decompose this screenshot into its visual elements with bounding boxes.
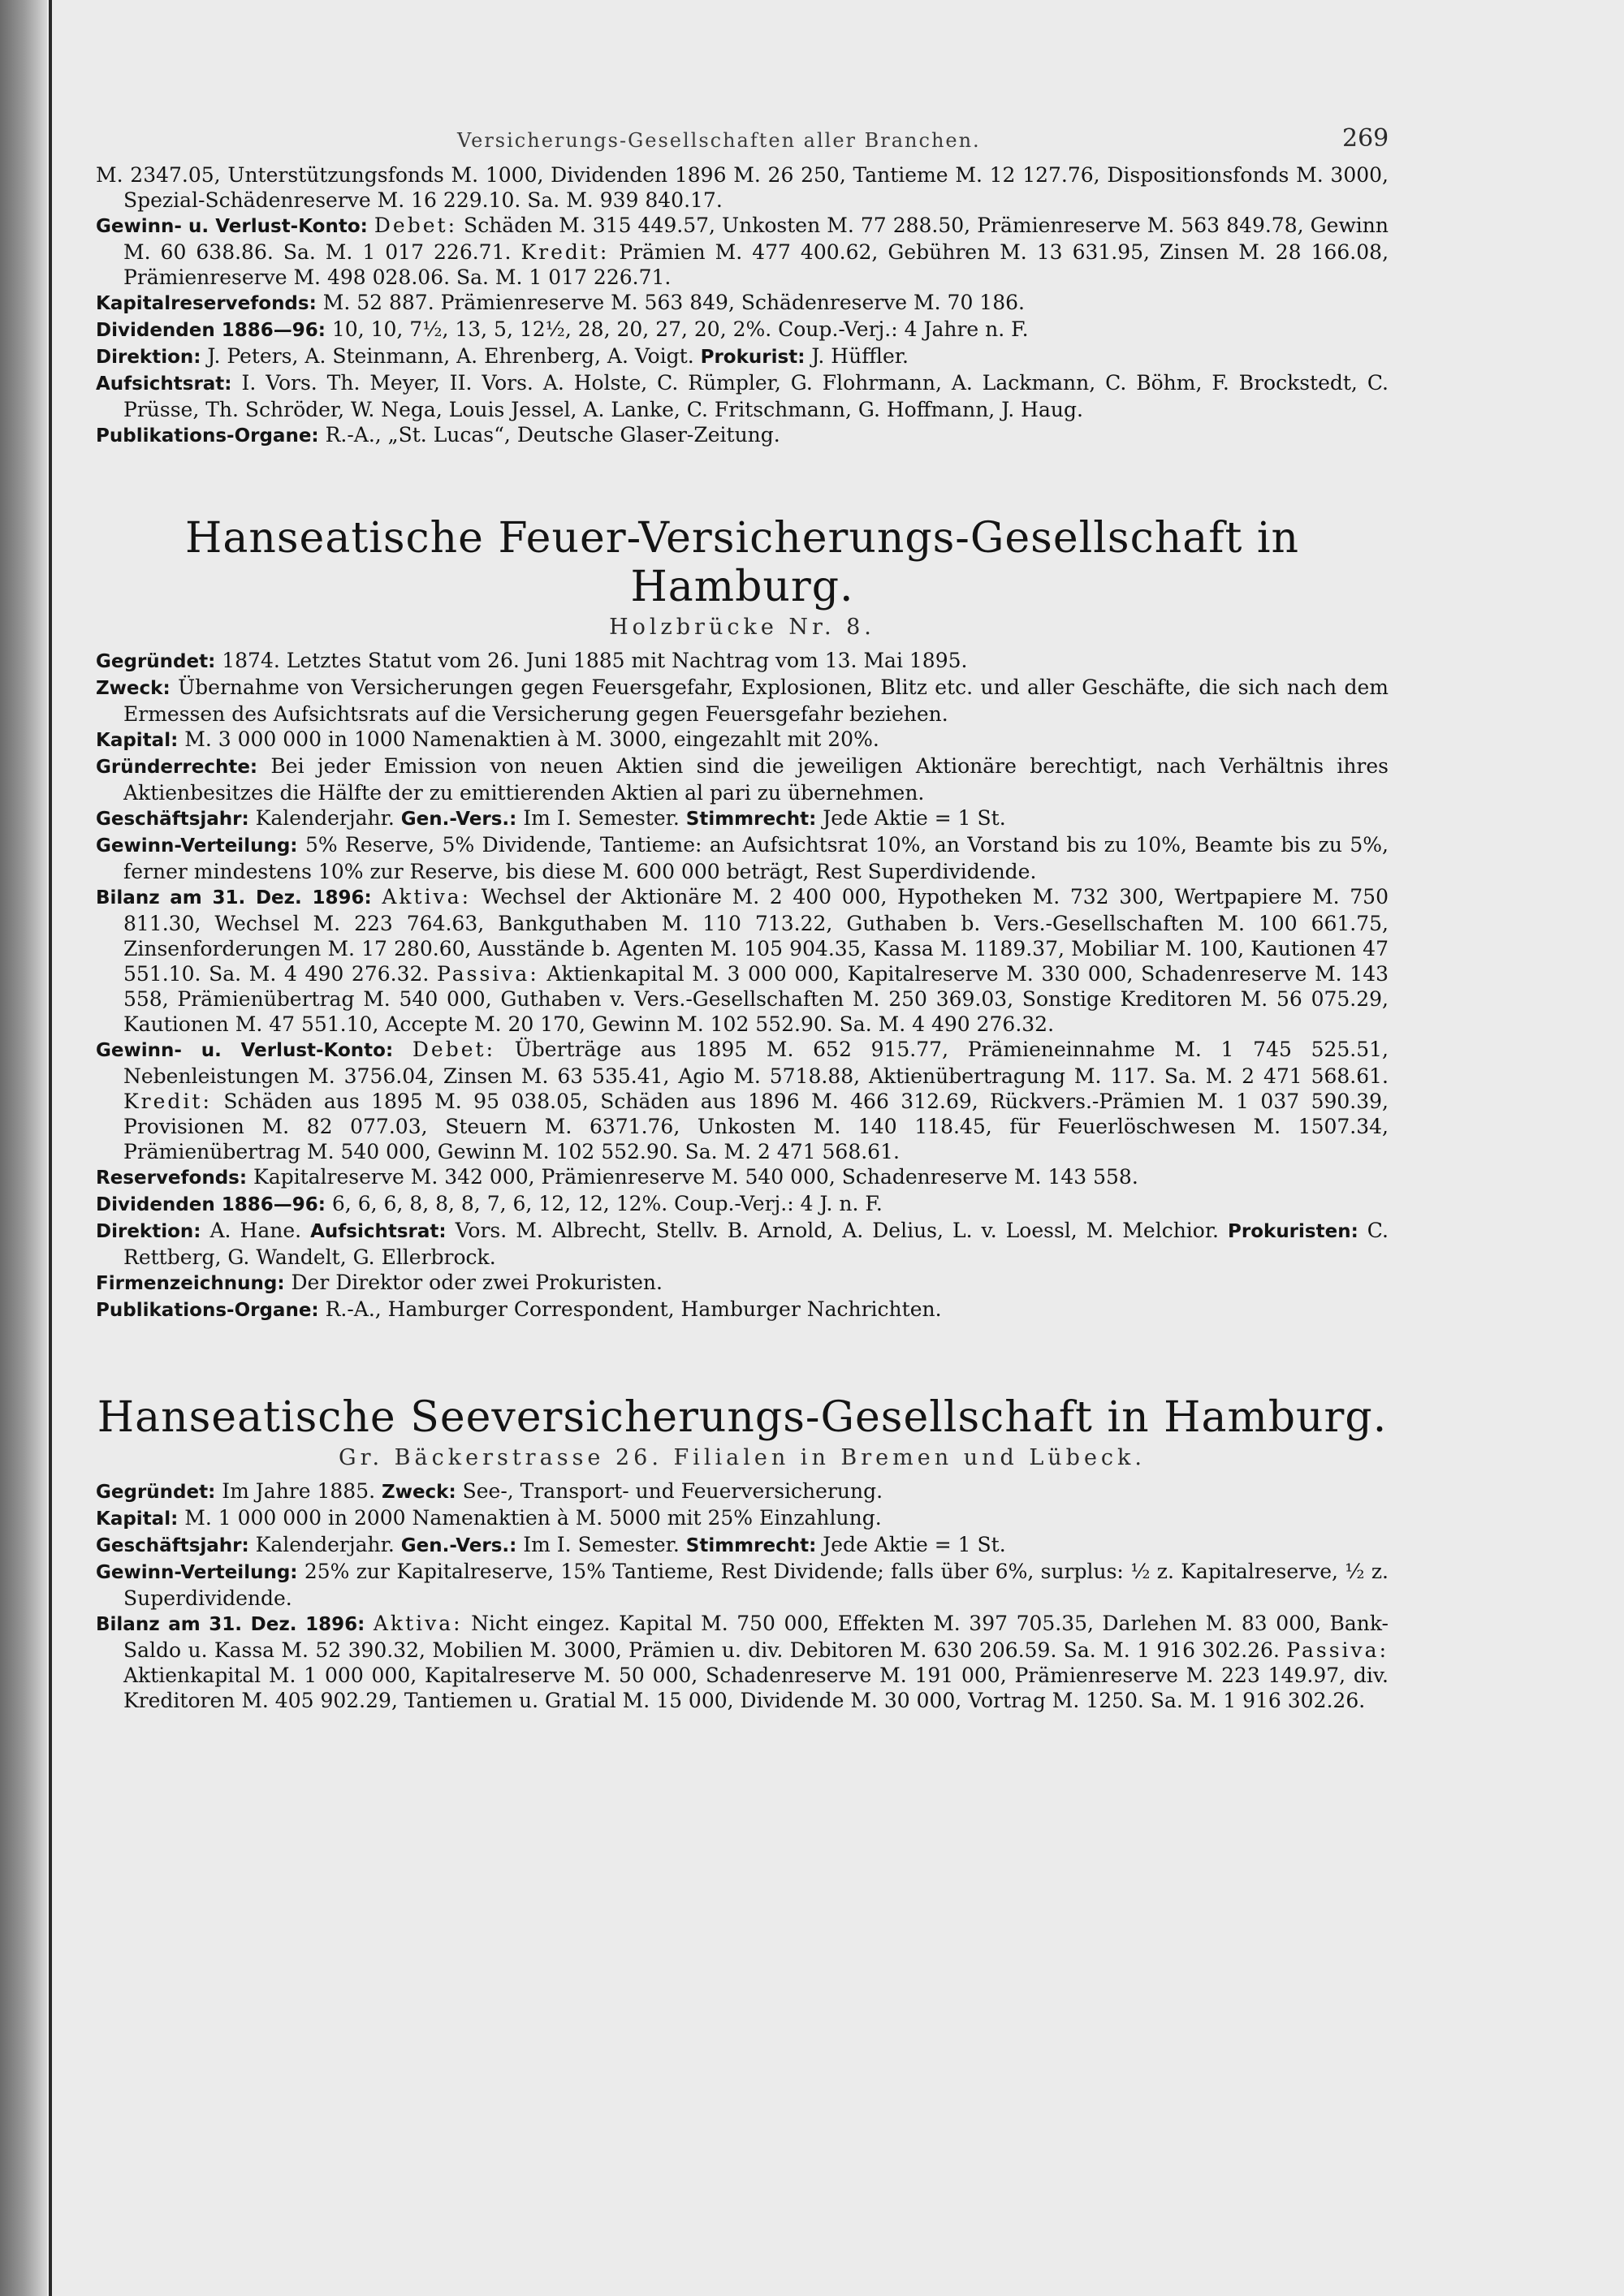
feuer-bilanz-aktiva: Aktiva:: [382, 885, 472, 908]
book-binding-edge: [0, 0, 47, 2296]
see-company-title: Hanseatische Seeversicherungs-Gesellschaft in Hamburg.: [97, 1393, 1388, 1442]
page-margin-line: [49, 0, 52, 2296]
feuer-company-title: Hanseatische Feuer-Versicherungs-Gesellschaft in Hamburg.: [185, 514, 1299, 611]
feuer-firm-text: Der Direktor oder zwei Prokuristen.: [284, 1271, 663, 1294]
feuer-gj-text: Kalenderjahr.: [248, 806, 401, 830]
feuer-zweck: [96, 675, 1389, 727]
feuer-res-label: Reservefonds:: [96, 1167, 248, 1189]
feuer-kapital-label: Kapital:: [96, 730, 179, 751]
see-gj-text: Kalenderjahr.: [248, 1533, 401, 1556]
feuer-guv-text1: Überträge aus 1895 M. 652 915.77, Prämieneinnahme M. 1 745 525.51, Nebenleistungen M. 3756.04, Zinsen M. 63 535.41, Agio M. 5718.88, Aktienübertragung M. 117. Sa. M. 2 471 568.61.: [123, 1038, 1389, 1088]
feuer-gruender-label: Gründerrechte:: [96, 757, 258, 778]
prev-prok-text: J. Hüffler.: [805, 344, 909, 368]
prev-pub-text: R.-A., „St. Lucas“, Deutsche Glaser-Zeitung.: [318, 423, 780, 447]
prev-div-text: 10, 10, 7½, 13, 5, 12½, 28, 20, 27, 20, 2%. Coup.-Verj.: 4 Jahre n. F.: [325, 317, 1029, 341]
feuer-publikations-organe: [96, 1297, 1389, 1323]
page-content: [96, 122, 1389, 1713]
prev-dir-label: Direktion:: [96, 347, 201, 368]
see-gewinn-verteilung: [96, 1559, 1389, 1611]
prev-gewinn-verlust: [96, 213, 1389, 290]
feuer-gewinn-verlust: [96, 1037, 1389, 1164]
feuer-bilanz-text2: Aktienkapital M. 3 000 000, Kapitalreserve M. 330 000, Schadenreserve M. 143 558, Prämienübertrag M. 540 000, Guthaben v. Vers.-Gesellschaften M. 250 369.03, Sonstige Kreditoren M. 56 075.29, Kautionen M. 47 551.10, Accepte M. 20 170, Gewinn M. 102 552.90. Sa. M. 4 490 276.32.: [123, 962, 1389, 1036]
feuer-address: Holzbrücke Nr. 8.: [609, 615, 875, 640]
feuer-stimm-text: Jede Aktie = 1 St.: [816, 806, 1006, 830]
feuer-zweck-label: Zweck:: [96, 678, 171, 699]
prev-gv-text1: Schäden M. 315 449.57, Unkosten M. 77 288.50, Prämienreserve M. 563 849.78, Gewinn M. 60 638.86. Sa. M. 1 017 226.71.: [123, 214, 1389, 264]
prev-kap-label: Kapitalreservefonds:: [96, 293, 317, 314]
feuer-reservefonds: [96, 1164, 1389, 1191]
feuer-dividenden: [96, 1191, 1389, 1218]
feuer-div-label: Dividenden 1886—96:: [96, 1194, 326, 1215]
section-gap: [96, 449, 1389, 514]
prev-lead-text: M. 2347.05, Unterstützungsfonds M. 1000, Dividenden 1896 M. 26 250, Tantieme M. 12 127.76, Dispositionsfonds M. 3000, Spezial-Schädenreserve M. 16 229.10. Sa. M. 939 840.17.: [96, 163, 1389, 212]
prev-kapitalreservefonds: [96, 290, 1389, 317]
prev-dir-text: J. Peters, A. Steinmann, A. Ehrenberg, A. Voigt.: [201, 344, 701, 368]
feuer-gegruendet: [96, 648, 1389, 675]
feuer-prok-text: C. Rettberg, G. Wandelt, G. Ellerbrock.: [123, 1219, 1389, 1269]
feuer-pub-text: R.-A., Hamburger Correspondent, Hamburger Nachrichten.: [318, 1297, 942, 1321]
see-gegr-text: Im Jahre 1885.: [215, 1479, 382, 1503]
feuer-gewv-text: 5% Reserve, 5% Dividende, Tantieme: an Aufsichtsrat 10%, an Vorstand bis zu 10%, Beamte bis zu 5%, ferner mindestens 10% zur Reserve, bis diese M. 600 000 beträgt, Rest Superdividende.: [123, 833, 1389, 883]
feuer-guv-kredit: Kredit:: [123, 1090, 212, 1113]
prev-kap-text: M. 52 887. Prämienreserve M. 563 849, Schädenreserve M. 70 186.: [316, 291, 1025, 314]
prev-direktion: [96, 343, 1389, 370]
feuer-auf-label: Aufsichtsrat:: [310, 1221, 447, 1242]
see-gewv-text: 25% zur Kapitalreserve, 15% Tantieme, Rest Dividende; falls über 6%, surplus: ½ z. Kapitalreserve, ½ z. Superdividende.: [123, 1560, 1389, 1610]
see-geschaeftsjahr: [96, 1532, 1389, 1559]
feuer-bilanz-text1: Wechsel der Aktionäre M. 2 400 000, Hypotheken M. 732 300, Wertpapiere M. 750 811.30, Wechsel M. 223 764.63, Bankguthaben M. 110 713.22, Guthaben b. Vers.-Gesellschaften M. 100 661.75, Zinsenforderungen M. 17 280.60, Ausstände b. Agenten M. 105 904.35, Kassa M. 1189.37, Mobiliar M. 100, Kautionen 47 551.10. Sa. M. 4 490 276.32.: [123, 885, 1389, 986]
feuer-dir-text: A. Hane.: [201, 1219, 311, 1242]
prev-gv-text2: Prämien M. 477 400.62, Gebühren M. 13 631.95, Zinsen M. 28 166.08, Prämienreserve M. 498 028.06. Sa. M. 1 017 226.71.: [123, 240, 1389, 289]
see-stimm-text: Jede Aktie = 1 St.: [816, 1533, 1006, 1556]
see-genvers-text: Im I. Semester.: [516, 1533, 686, 1556]
feuer-guv-debet: Debet:: [412, 1038, 495, 1061]
feuer-bilanz-passiva: Passiva:: [437, 962, 539, 986]
prev-gv-debet: Debet:: [374, 214, 457, 237]
see-bilanz-passiva: Passiva:: [1286, 1638, 1389, 1662]
see-kapital: [96, 1505, 1389, 1532]
prev-dividenden: [96, 317, 1389, 343]
feuer-kapital: [96, 727, 1389, 753]
feuer-genvers-label: Gen.-Vers.:: [400, 809, 517, 830]
see-kapital-label: Kapital:: [96, 1508, 179, 1530]
feuer-guv-label: Gewinn- u. Verlust-Konto:: [96, 1040, 394, 1061]
page-header: [96, 122, 1389, 162]
feuer-zweck-text: Übernahme von Versicherungen gegen Feuersgefahr, Explosionen, Blitz etc. und aller Geschäfte, die sich nach dem Ermessen des Aufsichtsrats auf die Versicherung gegen Feuersgefahr beziehen.: [123, 675, 1389, 726]
prev-gv-kredit: Kredit:: [520, 240, 610, 264]
feuer-firm-label: Firmenzeichnung:: [96, 1273, 285, 1294]
feuer-dir-label: Direktion:: [96, 1221, 201, 1242]
see-gegruendet: [96, 1478, 1389, 1505]
feuer-gegr-text: 1874. Letztes Statut vom 26. Juni 1885 mit Nachtrag vom 13. Mai 1895.: [215, 649, 968, 672]
prev-aufsichtsrat: [96, 370, 1389, 422]
section-gap: [96, 1323, 1389, 1393]
feuer-bilanz-label: Bilanz am 31. Dez. 1896:: [96, 887, 372, 908]
prev-lead-paragraph: [96, 162, 1389, 213]
prev-prok-label: Prokurist:: [700, 347, 806, 368]
feuer-res-text: Kapitalreserve M. 342 000, Prämienreserve M. 540 000, Schadenreserve M. 143 558.: [247, 1165, 1138, 1189]
see-gewv-label: Gewinn-Verteilung:: [96, 1562, 298, 1583]
feuer-div-text: 6, 6, 6, 8, 8, 8, 7, 6, 12, 12, 12%. Coup.-Verj.: 4 J. n. F.: [325, 1192, 883, 1215]
see-address: Gr. Bäckerstrasse 26. Filialen in Bremen und Lübeck.: [339, 1445, 1146, 1470]
feuer-gegr-label: Gegründet:: [96, 651, 216, 672]
see-gj-label: Geschäftsjahr:: [96, 1535, 249, 1556]
feuer-bilanz: [96, 884, 1389, 1037]
see-zweck-label: Zweck:: [382, 1482, 456, 1503]
prev-publikations-organe: [96, 422, 1389, 449]
see-zweck-text: See-, Transport- und Feuerversicherung.: [456, 1479, 883, 1503]
see-bilanz-text2: Aktienkapital M. 1 000 000, Kapitalreserve M. 50 000, Schadenreserve M. 191 000, Prämienreserve M. 223 149.97, div. Kreditoren M. 405 902.29, Tantiemen u. Gratial M. 15 000, Dividende M. 30 000, Vortrag M. 1250. Sa. M. 1 916 302.26.: [123, 1664, 1389, 1712]
feuer-kapital-text: M. 3 000 000 in 1000 Namenaktien à M. 3000, eingezahlt mit 20%.: [178, 727, 879, 751]
feuer-stimm-label: Stimmrecht:: [685, 809, 817, 830]
feuer-direktion: [96, 1218, 1389, 1270]
see-gegr-label: Gegründet:: [96, 1482, 216, 1503]
prev-div-label: Dividenden 1886—96:: [96, 320, 326, 341]
feuer-gj-label: Geschäftsjahr:: [96, 809, 249, 830]
feuer-firmenzeichnung: [96, 1270, 1389, 1297]
page-number: 269: [1342, 124, 1389, 153]
feuer-genvers-text: Im I. Semester.: [516, 806, 686, 830]
see-genvers-label: Gen.-Vers.:: [400, 1535, 517, 1556]
prev-auf-label: Aufsichtsrat:: [96, 373, 232, 395]
prev-gv-label: Gewinn- u. Verlust-Konto:: [96, 216, 368, 237]
prev-auf-text: I. Vors. Th. Meyer, II. Vors. A. Holste, C. Rümpler, G. Flohrmann, A. Lackmann, C. Böhm, F. Brockstedt, C. Prüsse, Th. Schröder, W. Nega, Louis Jessel, A. Lanke, C. Fritschmann, G. Hoffmann, J. Haug.: [123, 371, 1389, 421]
see-kapital-text: M. 1 000 000 in 2000 Namenaktien à M. 5000 mit 25% Einzahlung.: [178, 1506, 882, 1530]
feuer-gruenderrechte: [96, 753, 1389, 805]
see-bilanz-label: Bilanz am 31. Dez. 1896:: [96, 1614, 365, 1635]
feuer-gewv-label: Gewinn-Verteilung:: [96, 835, 298, 857]
see-bilanz-aktiva: Aktiva:: [373, 1612, 463, 1635]
see-bilanz-text1: Nicht eingez. Kapital M. 750 000, Effekten M. 397 705.35, Darlehen M. 83 000, Bank-Saldo u. Kassa M. 52 390.32, Mobilien M. 3000, Prämien u. div. Debitoren M. 630 206.59. Sa. M. 1 916 302.26.: [123, 1612, 1389, 1662]
feuer-prok-label: Prokuristen:: [1228, 1221, 1358, 1242]
feuer-geschaeftsjahr: [96, 805, 1389, 832]
see-bilanz: [96, 1611, 1389, 1713]
feuer-guv-text2: Schäden aus 1895 M. 95 038.05, Schäden aus 1896 M. 466 312.69, Rückvers.-Prämien M. 1 037 590.39, Provisionen M. 82 077.03, Steuern M. 6371.76, Unkosten M. 140 118.45, für Feuerlöschwesen M. 1507.34, Prämienübertrag M. 540 000, Gewinn M. 102 552.90. Sa. M. 2 471 568.61.: [123, 1090, 1389, 1163]
feuer-pub-label: Publikations-Organe:: [96, 1300, 319, 1321]
feuer-gruender-text: Bei jeder Emission von neuen Aktien sind die jeweiligen Aktionäre berechtigt, nach Verhältnis ihres Aktienbesitzes die Hälfte der zu emittierenden Aktien al pari zu übernehmen.: [123, 754, 1389, 805]
running-title: Versicherungs-Gesellschaften aller Branchen.: [457, 129, 981, 152]
see-stimm-label: Stimmrecht:: [685, 1535, 817, 1556]
feuer-auf-text: Vors. M. Albrecht, Stellv. B. Arnold, A. Delius, L. v. Loessl, M. Melchior.: [446, 1219, 1229, 1242]
prev-pub-label: Publikations-Organe:: [96, 425, 319, 447]
feuer-gewinn-verteilung: [96, 832, 1389, 884]
